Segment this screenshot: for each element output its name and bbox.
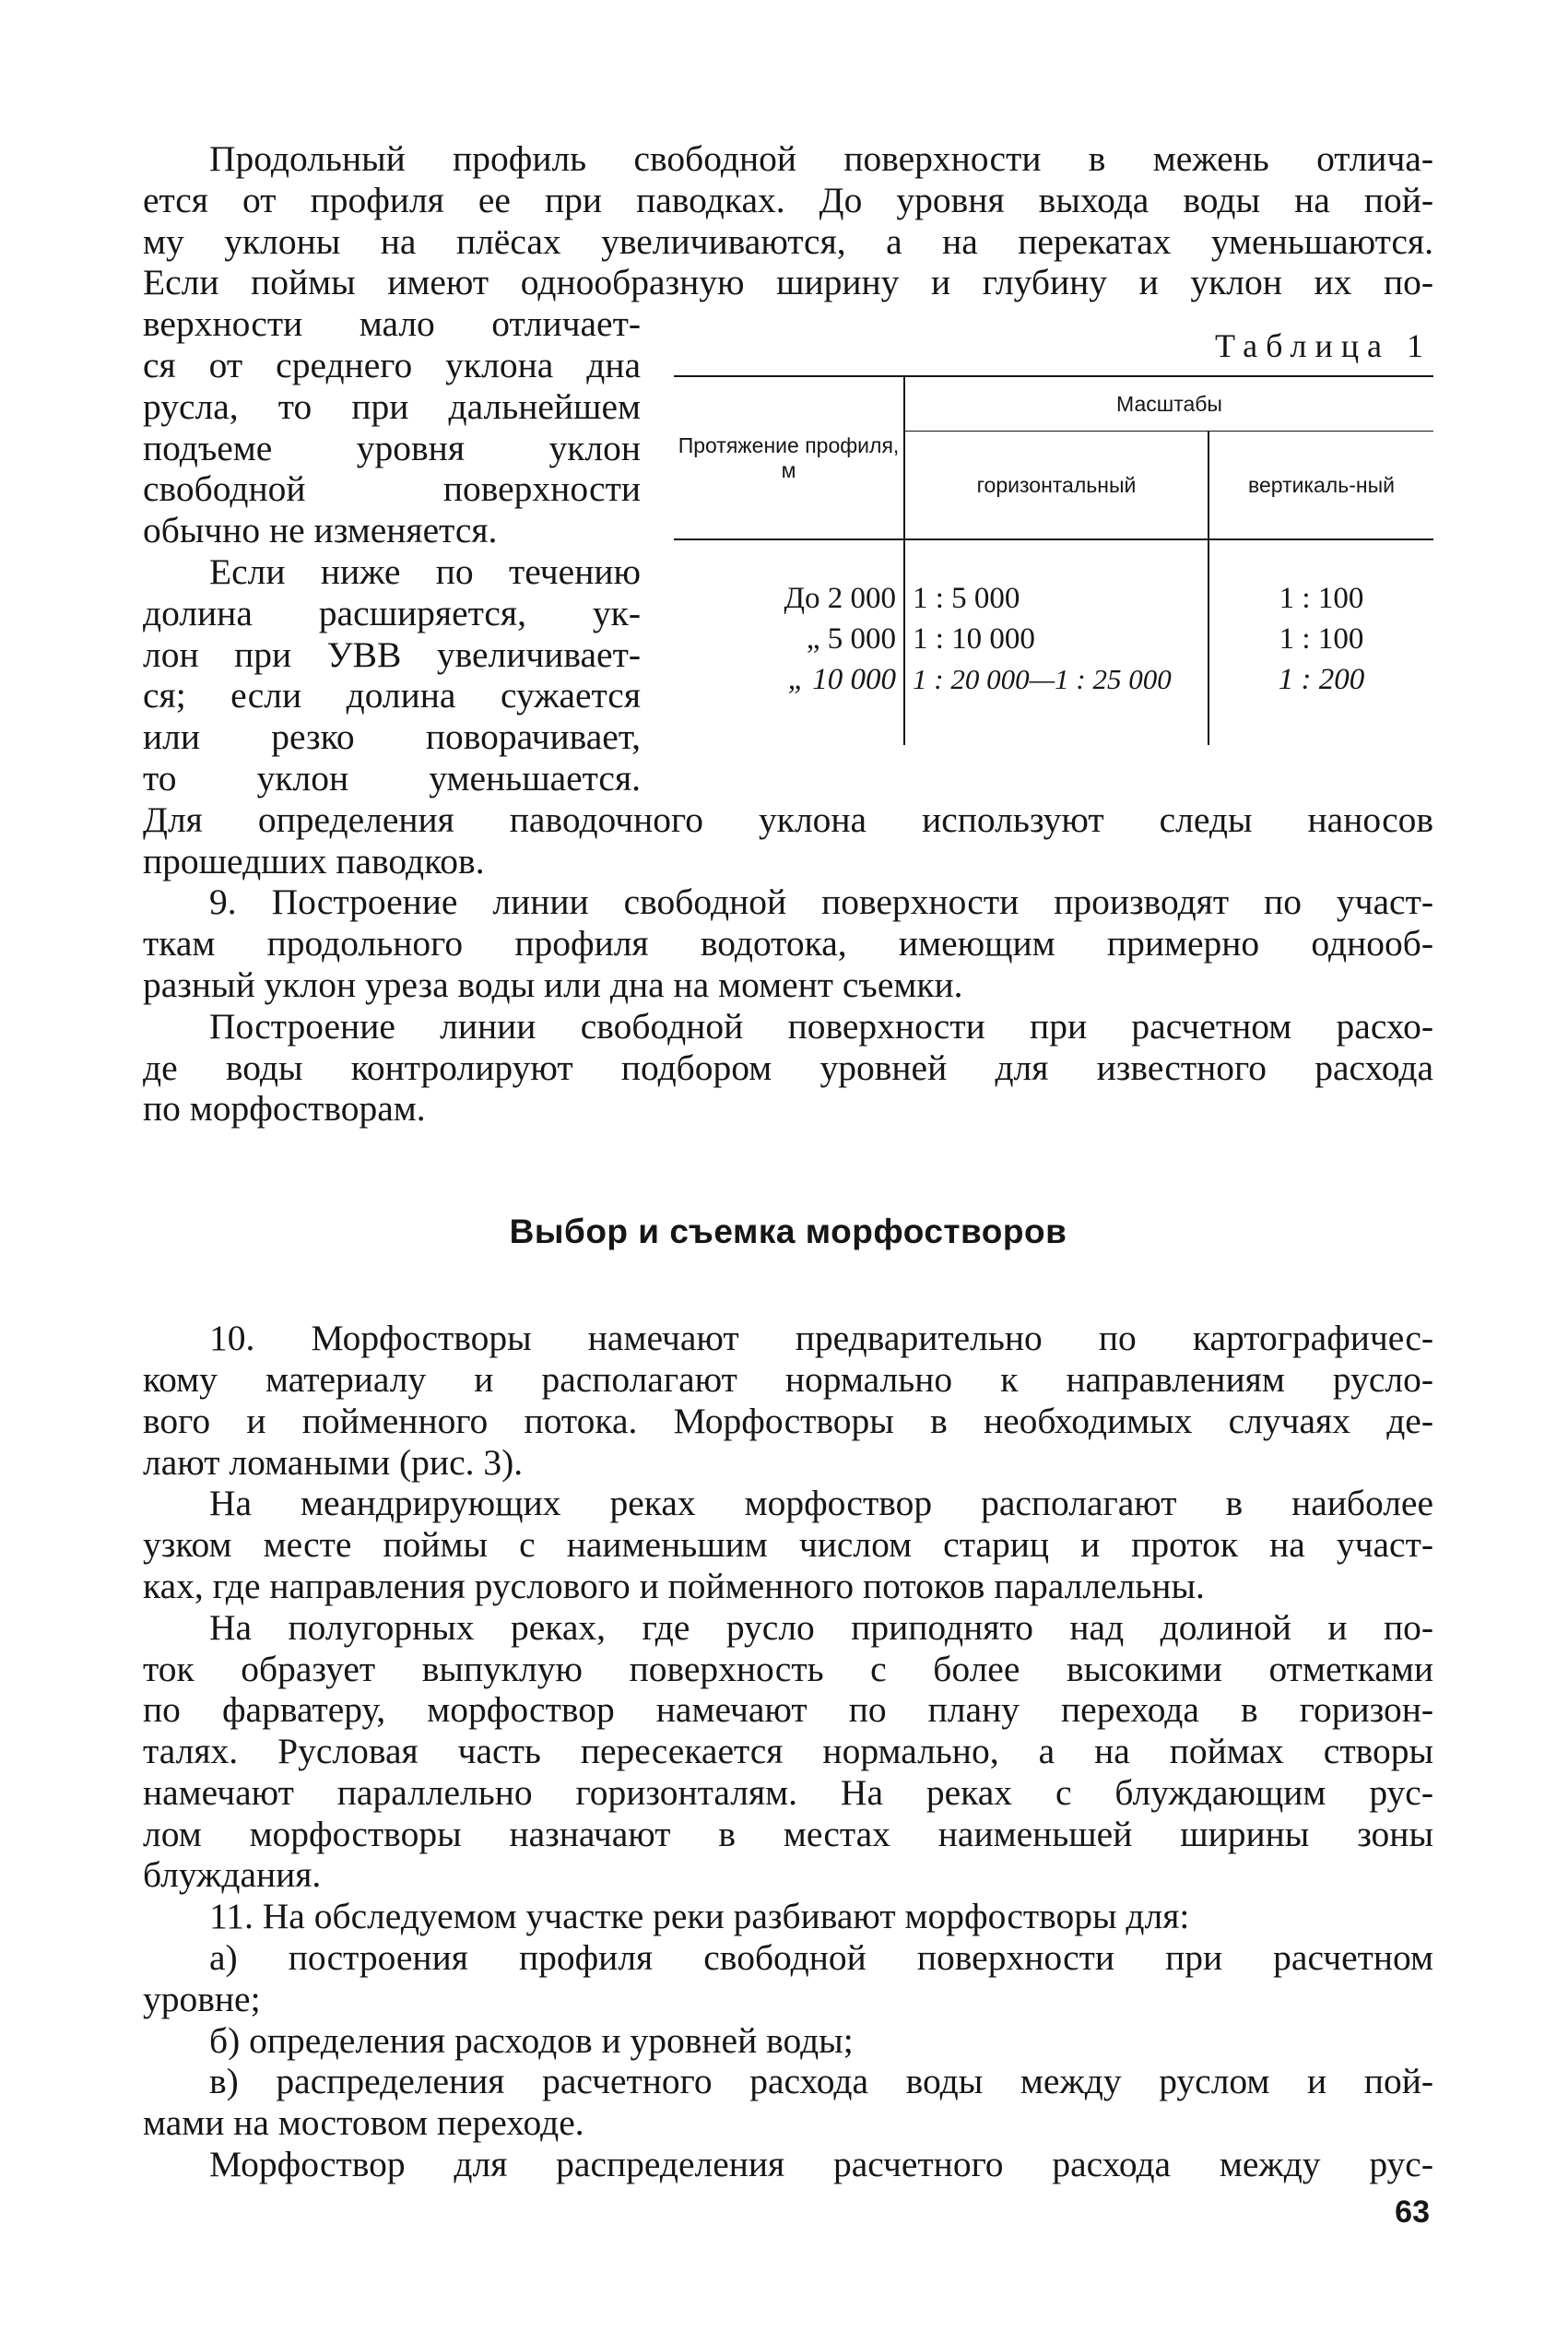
cell-horizontal: 1 : 10 000 bbox=[904, 616, 1208, 657]
left-line: Если ниже по течению bbox=[209, 550, 641, 592]
left-line: обычно не изменяется. bbox=[143, 510, 498, 551]
cell-length: „ 10 000 bbox=[787, 663, 896, 697]
body-line: в) распределения расчетного расхода воды между руслом и пой- bbox=[209, 2061, 1433, 2102]
left-line: лон при УВВ увеличивает- bbox=[143, 633, 641, 675]
left-line: то уклон уменьшается. bbox=[143, 757, 641, 799]
body-line: де воды контролируют подбором уровней для известного расхода bbox=[143, 1047, 1433, 1088]
body-line: ток образует выпуклую поверхность с более высокими отметками bbox=[143, 1648, 1433, 1689]
left-line: или резко поворачивает, bbox=[143, 716, 641, 758]
left-line: русла, то при дальнейшем bbox=[143, 385, 641, 427]
body-line: ткам продольного профиля водотока, имеющим примерно однооб- bbox=[143, 923, 1433, 964]
col-header-horizontal: горизонтальный bbox=[904, 432, 1208, 540]
body-line: вого и пойменного потока. Морфостворы в необходимых случаях де- bbox=[143, 1400, 1433, 1441]
table-row bbox=[674, 616, 1433, 657]
intro-line: ется от профиля ее при паводках. До уровня выхода воды на пой- bbox=[143, 179, 1433, 220]
left-text-column bbox=[143, 303, 641, 799]
intro-line: Продольный профиль свободной поверхности в межень отлича- bbox=[209, 138, 1433, 179]
left-line: ся; если долина сужается bbox=[143, 675, 641, 716]
cell-vertical: 1 : 100 bbox=[1208, 616, 1433, 657]
section-heading: Выбор и съемка морфостворов bbox=[509, 1213, 1067, 1251]
body-line: блуждания. bbox=[143, 1854, 322, 1896]
body-line: Для определения паводочного уклона используют следы наносов bbox=[143, 799, 1433, 840]
body-line: а) построения профиля свободной поверхности при расчетном bbox=[209, 1937, 1433, 1979]
left-line: свободной поверхности bbox=[143, 468, 641, 510]
col-header-vertical: вертикаль-ный bbox=[1208, 432, 1433, 540]
body-line: узком месте поймы с наименьшим числом стариц и проток на участ- bbox=[143, 1524, 1433, 1566]
cell-length: „ 5 000 bbox=[806, 622, 896, 657]
page-body bbox=[143, 138, 1433, 2185]
body-line: б) определения расходов и уровней воды; bbox=[209, 2019, 854, 2061]
intro-line: Если поймы имеют однообразную ширину и глубину и уклон их по- bbox=[143, 262, 1433, 303]
body-line: ках, где направления руслового и пойменного потоков параллельны. bbox=[143, 1565, 1205, 1606]
intro-line: му уклоны на плёсах увеличиваются, а на перекатах уменьшаются. bbox=[143, 220, 1433, 262]
body-line: На меандрирующих реках морфоствор располагают в наиболее bbox=[209, 1483, 1433, 1524]
body-line: Построение линии свободной поверхности при расчетном расхо- bbox=[209, 1005, 1433, 1047]
body-line: талях. Русловая часть пересекается нормально, а на поймах створы bbox=[143, 1731, 1433, 1772]
body-line: 9. Построение линии свободной поверхности производят по участ- bbox=[209, 882, 1433, 923]
body-line: прошедших паводков. bbox=[143, 840, 485, 882]
cell-vertical: 1 : 200 bbox=[1208, 657, 1433, 745]
cell-horizontal: 1 : 20 000—1 : 25 000 bbox=[904, 657, 1208, 745]
body-line: уровне; bbox=[143, 1978, 261, 2019]
cell-vertical: 1 : 100 bbox=[1208, 539, 1433, 616]
body-line: намечают параллельно горизонталям. На реках с блуждающим рус- bbox=[143, 1771, 1433, 1813]
col-header-scales: Масштабы bbox=[904, 376, 1433, 432]
left-line: долина расширяется, ук- bbox=[143, 592, 641, 633]
body-line: кому материалу и располагают нормально к направлениям русло- bbox=[143, 1358, 1433, 1400]
left-line: ся от среднего уклона дна bbox=[143, 344, 641, 385]
body-line: лают ломаными (рис. 3). bbox=[143, 1441, 524, 1483]
scales-table bbox=[674, 375, 1433, 745]
body-line: разный уклон уреза воды или дна на момент съемки. bbox=[143, 964, 963, 1005]
cell-horizontal: 1 : 5 000 bbox=[904, 539, 1208, 616]
left-line: верхности мало отличает- bbox=[143, 303, 641, 345]
body-line: На полугорных реках, где русло приподнято над долиной и по- bbox=[209, 1606, 1433, 1648]
cell-length: До 2 000 bbox=[784, 582, 896, 616]
body-line: по морфостворам. bbox=[143, 1088, 426, 1130]
body-line: мами на мостовом переходе. bbox=[143, 2102, 584, 2144]
body-line: по фарватеру, морфоствор намечают по плану перехода в горизон- bbox=[143, 1689, 1433, 1731]
body-line: 10. Морфостворы намечают предварительно по картографичес- bbox=[209, 1318, 1433, 1359]
col-header-length: Протяжение профиля, м bbox=[674, 376, 904, 539]
table-row bbox=[674, 657, 1433, 745]
table-block bbox=[641, 303, 1433, 745]
table-caption: Таблица 1 bbox=[1215, 327, 1432, 365]
body-line: Морфоствор для распределения расчетного расхода между рус- bbox=[209, 2144, 1433, 2185]
left-line: подъеме уровня уклон bbox=[143, 427, 641, 468]
page-number: 63 bbox=[1395, 2195, 1430, 2230]
table-row bbox=[674, 539, 1433, 616]
body-line: 11. На обследуемом участке реки разбивают морфостворы для: bbox=[209, 1896, 1190, 1937]
body-line: лом морфостворы назначают в местах наименьшей ширины зоны bbox=[143, 1813, 1433, 1854]
text-with-table bbox=[143, 303, 1433, 799]
